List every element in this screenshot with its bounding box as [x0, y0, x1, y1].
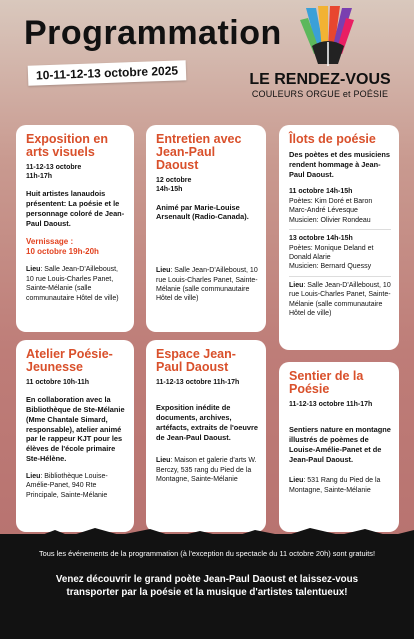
location-label: Lieu [156, 457, 171, 465]
card-title: Exposition en arts visuels [26, 132, 108, 160]
card-atelier [16, 340, 134, 532]
card-title: Sentier de la Poésie [289, 369, 364, 397]
card-description: Des poètes et des musiciens rendent hommage à Jean-Paul Daoust. [289, 150, 391, 179]
card-schedule [156, 176, 258, 194]
card-title: Îlots de poésie [289, 132, 376, 146]
session-poets: Poètes: Kim Doré et Baron Marc-André Lévesque [289, 197, 373, 215]
card-description: Exposition inédite de documents, archives, artéfacts, extraits de l'oeuvre de Jean-Paul Daoust. [156, 403, 258, 442]
card-title: Entretien avec Jean-Paul Daoust [156, 132, 242, 173]
free-events-note: Tous les événements de la programmation (à l'exception du spectacle du 11 octobre 20h) sont gratuits! [38, 549, 376, 558]
card-title: Atelier Poésie-Jeunesse [26, 347, 113, 375]
card-schedule [26, 163, 126, 181]
schedule-line: 14h-15h [156, 186, 183, 194]
card-description: Sentiers nature en montagne illustrés de poèmes de Louise-Amélie-Panet et de Jean-Paul Daoust. [289, 425, 391, 464]
card-description: Animé par Marie-Louise Arsenault (Radio-Canada). [156, 202, 249, 222]
session-musician: Musicien: Olivier Rondeau [289, 216, 371, 224]
schedule-line: 11-12-13 octobre 11h-17h [156, 379, 240, 387]
page-title: Programmation [24, 14, 282, 52]
card-location [26, 265, 126, 303]
location-text: : Salle Jean-D'Ailleboust, 10 rue Louis-Charles Panet, Sainte-Mélanie (salle communautaire Hôtel de ville) [289, 281, 391, 318]
schedule-line: 11-12-13 octobre [26, 164, 82, 172]
card-location [26, 472, 126, 500]
card-location [289, 476, 391, 495]
schedule-line: 11 octobre 10h-11h [26, 379, 90, 387]
session-musician: Musicien: Bernard Quessy [289, 263, 372, 271]
vernissage-highlight [26, 237, 126, 258]
card-description: Huit artistes lanaudois présentent: La poésie et le personnage coloré de Jean-Paul Daoust. [26, 189, 125, 228]
location-text: : Salle Jean-D'Ailleboust, 10 rue Louis-Charles Panet, Sainte-Mélanie (salle communautaire Hôtel de ville) [156, 267, 258, 303]
dates-badge: 10-11-12-13 octobre 2025 [28, 60, 187, 86]
card-location [156, 456, 258, 484]
brand [240, 72, 400, 99]
session-time: 11 octobre 14h-15h [289, 188, 353, 196]
location-label: Lieu [26, 266, 41, 274]
brand-name: LE RENDEZ-VOUS [249, 71, 391, 88]
highlight-line: Vernissage : [26, 236, 74, 246]
location-label: Lieu [289, 477, 304, 485]
location-label: Lieu [156, 267, 171, 275]
divider [289, 229, 391, 230]
location-text: : Salle Jean-D'Ailleboust, 10 rue Louis-Charles Panet, Sainte-Mélanie (salle communautaire Hôtel de ville) [26, 266, 119, 302]
highlight-line: 10 octobre 19h-20h [26, 246, 99, 256]
location-text: : Bibliothèque Louise-Amélie-Panet, 940 Rte Principale, Sainte-Mélanie [26, 472, 108, 499]
location-text: : Maison et galerie d'arts W. Berczy, 535 rang du Pied de la Montagne, Sainte-Mélanie [156, 457, 257, 484]
session-2 [289, 234, 391, 272]
session-time: 13 octobre 14h-15h [289, 235, 353, 243]
card-schedule [26, 378, 126, 387]
card-ilots [279, 125, 399, 350]
schedule-line: 12 octobre [156, 177, 192, 185]
card-location [289, 281, 391, 319]
session-poets: Poètes: Monique Deland et Donald Alarie [289, 244, 374, 262]
card-schedule [156, 378, 258, 387]
card-espace [146, 340, 266, 532]
card-title: Espace Jean-Paul Daoust [156, 347, 236, 375]
location-text: : 531 Rang du Pied de la Montagne, Sainte-Mélanie [289, 477, 381, 494]
location-label: Lieu [289, 281, 304, 289]
session-1 [289, 187, 391, 225]
card-schedule [289, 400, 391, 409]
brand-tagline: COULEURS ORGUE et POÉSIE [251, 88, 389, 99]
card-exposition [16, 125, 134, 332]
location-label: Lieu [26, 472, 41, 480]
card-location [156, 266, 258, 304]
invitation-text: Venez découvrir le grand poète Jean-Paul Daoust et laissez-vous transporter par la poésie et la musique d'artistes talentueux! [55, 574, 359, 598]
schedule-line: 11h-17h [26, 173, 53, 181]
card-sentier [279, 362, 399, 532]
card-entretien [146, 125, 266, 332]
logo-icon [298, 6, 358, 68]
divider [289, 276, 391, 277]
card-description: En collaboration avec la Bibliothèque de Ste-Mélanie (Mme Chantale Simard, responsable), atelier animé par le rappeur KJT pour les élèves de l'école primaire Ste-Hélène. [26, 395, 125, 463]
schedule-line: 11-12-13 octobre 11h-17h [289, 401, 373, 409]
